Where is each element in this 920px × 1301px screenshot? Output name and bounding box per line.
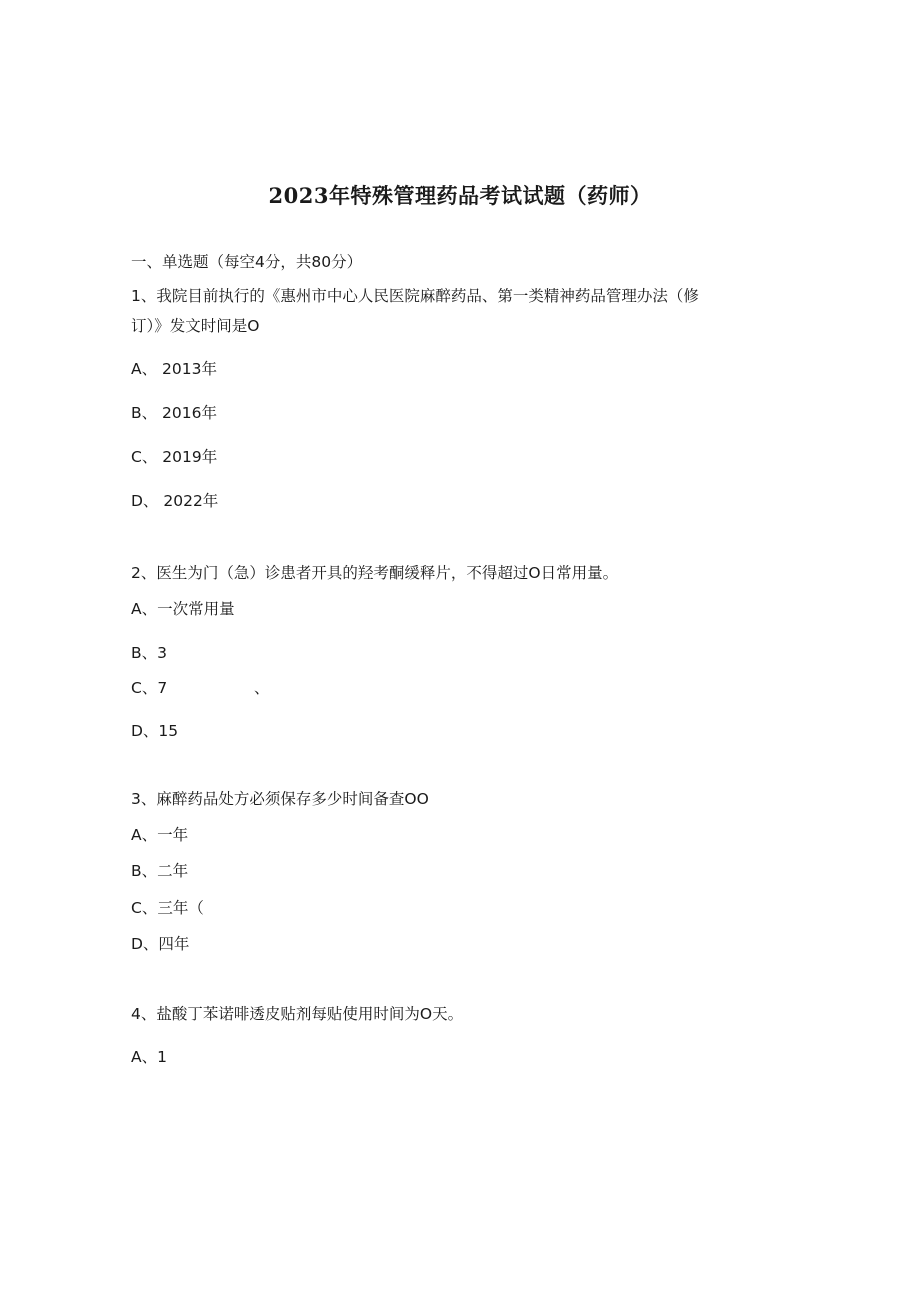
question-2-option-a: A、一次常用量 [131,600,235,618]
question-2-option-d: D、15 [131,722,179,740]
section-heading: 一、单选题（每空4分，共80分） [131,253,363,271]
question-1-option-c: C、 2019年 [131,448,218,466]
question-3-stem: 3、麻醉药品处方必须保存多少时间备查OO [131,790,429,808]
question-1-option-b: B、 2016年 [131,404,218,422]
question-1-option-a: A、 2013年 [131,360,217,378]
question-2-option-c: C、7 [131,679,168,697]
page-title: 2023年特殊管理药品考试试题（药师） [268,183,652,208]
stray-punctuation-mark: 、 [254,679,270,697]
question-3-option-a: A、一年 [131,826,189,844]
question-1-option-d: D、 2022年 [131,492,219,510]
question-2-option-b: B、3 [131,644,167,662]
question-3-option-c: C、三年（ [131,899,204,917]
question-4-option-a: A、1 [131,1048,167,1066]
question-4-stem: 4、盐酸丁苯诺啡透皮贴剂每贴使用时间为O天。 [131,1005,464,1023]
question-2-stem: 2、医生为门（急）诊患者开具的羟考酮缓释片，不得超过O日常用量。 [131,564,619,582]
question-3-option-d: D、四年 [131,935,190,953]
question-3-option-b: B、二年 [131,862,189,880]
question-1-stem-line-2: 订）》发文时间是O [131,317,260,335]
question-1-stem-line-1: 1、我院目前执行的《惠州市中心人民医院麻醉药品、第一类精神药品管理办法（修 [131,287,699,305]
